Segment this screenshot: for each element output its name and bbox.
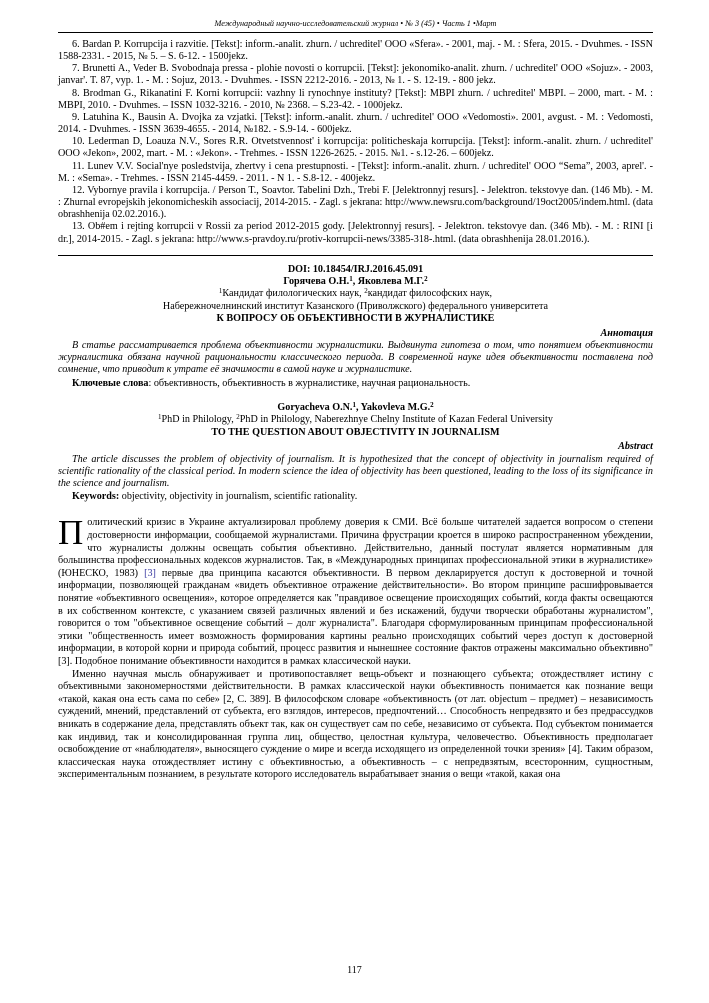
title-ru: К ВОПРОСУ ОБ ОБЪЕКТИВНОСТИ В ЖУРНАЛИСТИКЕ bbox=[216, 313, 495, 325]
section-divider bbox=[58, 255, 653, 256]
abstract-ru: В статье рассматривается проблема объективности журналистики. Выдвинута гипотеза о том, что понятием объективности журналистика обязана научной рациональности классического периода. В современной науке идея объективности поставлена под сомнение, что приводит к утрате её значимости в самой науке и журналистике. bbox=[58, 340, 653, 376]
reference-item: 13. Ob#em i rejting korrupcii v Rossii za period 2012-2015 gody. [Jelektronnyj resurs]. - Jelektron. tekstovye dan. (346 Mb). - M. : RINI [i dr.], 2014-2015. - Zagl. s jekrana: http://www.s-pravdoy.ru/protiv-korrupcii-news/3385-318-.html. (data obrashhenija 28.01.2016.). bbox=[58, 221, 653, 245]
body-paragraph: Именно научная мысль обнаруживает и противопоставляет вещь-объект и познающего субъекта; отождествляет истину с объективными закономерностями действительности. В рамках классической науки объективность понимается как познание вещи «такой, какая она есть сама по себе» [2, С. 389]. В философском словаре «объективность (от лат. objectum – предмет) – независимость суждений, мнений, представлений от субъекта, его взглядов, интересов, предпочтений… Способность непредвзято и без предрассудков вникать в содержание дела, представлять объект так, как он существует сам по себе, независимо от субъекта. Под субъектом понимается как индивид, так и консолидированная группа лиц, общество, целостная культура, человечество. Объективность предполагает освобождение от «наблюдателя», выносящего суждение о мире и всегда исходящего из определенной точки зрения» [4]. Таким образом, классическая наука отождествляет истину с объективностью, а объективность – с непредвзятым, всесторонним, сущностным, экспериментальным познанием, в результате которого исследователь вырабатывает знания о вещи «такой, какая она bbox=[58, 668, 653, 781]
reference-item: 8. Brodman G., Rikanatini F. Korni korrupcii: vazhny li rynochnye instituty? [Tekst]: MBPI zhurn. / uchreditel' MBPI. – 2000, mart. - M. : MBPI, 2010. - Dvuhmes. – ISSN 1032-3216. - 2010, № 2368. – S.23-42. - 1000jekz. bbox=[58, 87, 653, 111]
affiliation-ru-institute: Набережночелнинский институт Казанского (Приволжского) федерального университета bbox=[162, 300, 549, 312]
reference-item: 12. Vybornye pravila i korrupcija. / Person T., Soavtor. Tabelini Dzh., Trebi F. [Jelektronnyj resurs]. - Jelektron. tekstovye dan. (146 Mb). - M. : Zhurnal evropejskih jekonomicheskih associacij, 2014-2015. - Zagl. s jekrana: http://www.newsru.com/background/19oct2005/indem.html. (data obrashhenija 02.02.2016.). bbox=[58, 184, 653, 221]
citation-link[interactable]: [3] bbox=[144, 567, 156, 579]
page-number: 117 bbox=[347, 965, 362, 976]
reference-item: 11. Lunev V.V. Social'nye posledstvija, zhertvy i cena prestupnosti. - [Tekst]: inform.-analit. zhurn. / uchreditel' OOO “Sema”, 2003, aprel'. - M. : «Sema». - Trehmes. - ISSN 2145-4459. - 2011. - N 1. - S.8-12. - 400jekz. bbox=[58, 160, 653, 184]
reference-item: 9. Latuhina K., Bausin A. Dvojka za vzjatki. [Tekst]: inform.-analit. zhurn. / uchreditel' OOO «Vedomosti». 2001, avgust. - M. : Vedomosti, 2014. - Dvuhmes. - ISSN 3639-4655. - 2014, №182. - S.9-14. - 600jekz. bbox=[58, 111, 653, 136]
affiliation-ru: $^1$Кандидат филологических наук, $^2$кандидат философских наук, bbox=[218, 287, 493, 300]
article-body bbox=[58, 513, 653, 781]
reference-item: 10. Lederman D, Loauza N.V., Sores R.R. Otvetstvennost' i korrupcija: politicheskaja korrupcija. [Tekst]: inform.-analit. zhurn. / uchreditel' OOO «Jekon», 2002, mart. - M. : «Jekon». - Trehmes. - ISSN 1226-2625. - 2015. №1. - s.12-26. – 600jekz. bbox=[58, 136, 653, 160]
abstract-heading-ru: Аннотация bbox=[600, 327, 653, 339]
drop-cap: П bbox=[58, 513, 84, 553]
abstract-en: The article discusses the problem of objectivity of journalism. It is hypothesized that the concept of objectivity in journalism required of scientific rationality of the classical period. In modern science the idea of objectivity has been questioned, leading to the loss of its significance in the science and journalism. bbox=[58, 453, 653, 489]
keywords-en: Keywords: objectivity, objectivity in journalism, scientific rationality. bbox=[72, 491, 358, 503]
authors-en: Goryacheva O.N.$^1$, Yakovleva M.G.$^2$ bbox=[277, 400, 434, 413]
keywords-ru: Ключевые слова: объективность, объективность в журналистике, научная рациональность. bbox=[72, 377, 471, 389]
reference-item: 7. Brunetti A., Veder B. Svobodnaja pressa - plohie novosti o korrupcii. [Tekst]: jekonomiko-analit. zhurn. / uchreditel' OOO «Sojuz». - 2003, janvar'. T. 87, vyp. 1. - M. : Sojuz, 2013. - Dvuhmes. - ISSN 2212-2016. - 2013, № 1. - S. 12-19. - 800 jekz. bbox=[58, 63, 653, 87]
authors-ru: Горячева О.Н.$^1$, Яковлева М.Г.$^2$ bbox=[283, 275, 428, 288]
doi: DOI: 10.18454/IRJ.2016.45.091 bbox=[287, 263, 424, 275]
body-paragraph: Политический кризис в Украине актуализировал проблему доверия к СМИ. Всё больше читателей задается вопросом о степени достоверности информации, сообщаемой журналистами. Причина фрустрации кроется в широко распространенном убеждении, что журналисты должны освещать события объективно. Действительно, данный постулат является нормативным для большинства профессиональных кодексов журналистов. Так, в «Международных принципах профессиональной этики в журналистике» (ЮНЕСКО, 1983) [3] первые два принципа касаются объективности. В первом декларируется доступ к достоверной и точной информации, позволяющей гражданам «видеть объективное отражение действительности». Во втором принципе расшифровывается понятие «объективного освещения», которое определяется как "правдивое освещение происходящих событий, когда факты освещаются в их собственном контексте, с указанием связей различных явлений и без искажений, будучи творчески обработаны журналистом", говорится о том "объективное освещение событий – долг журналиста". Благодаря сформулированным принципам профессиональной этики "общественность имеет возможность формирования картины реально происходящих событий через доступ к достоверной информации, в которой корни и природа событий, процесс развития и нынешнее состояние фактов отражены максимально объективно" [3]. Подобное понимание объективности находится в рамках классической науки. bbox=[58, 513, 653, 667]
abstract-heading-en: Abstract bbox=[618, 441, 653, 453]
page bbox=[58, 18, 653, 782]
reference-item: 6. Bardan P. Korrupcija i razvitie. [Tekst]: inform.-analit. zhurn. / uchreditel' OOO «Sfera». - 2001, maj. - M. : Sfera, 2015. - Dvuhmes. - ISSN 1588-2331. - 2015, № 5. – S. 6-12. - 1500jekz. bbox=[58, 39, 653, 63]
reference-list bbox=[58, 39, 653, 246]
running-head: Международный научно-исследовательский журнал • № 3 (45) • Часть 1 •Март bbox=[58, 18, 653, 33]
title-en: TO THE QUESTION ABOUT OBJECTIVITY IN JOURNALISM bbox=[211, 426, 500, 438]
affiliation-en: $^1$PhD in Philology, $^2$PhD in Philology, Naberezhnye Chelny Institute of Kazan Federal University bbox=[158, 413, 553, 426]
